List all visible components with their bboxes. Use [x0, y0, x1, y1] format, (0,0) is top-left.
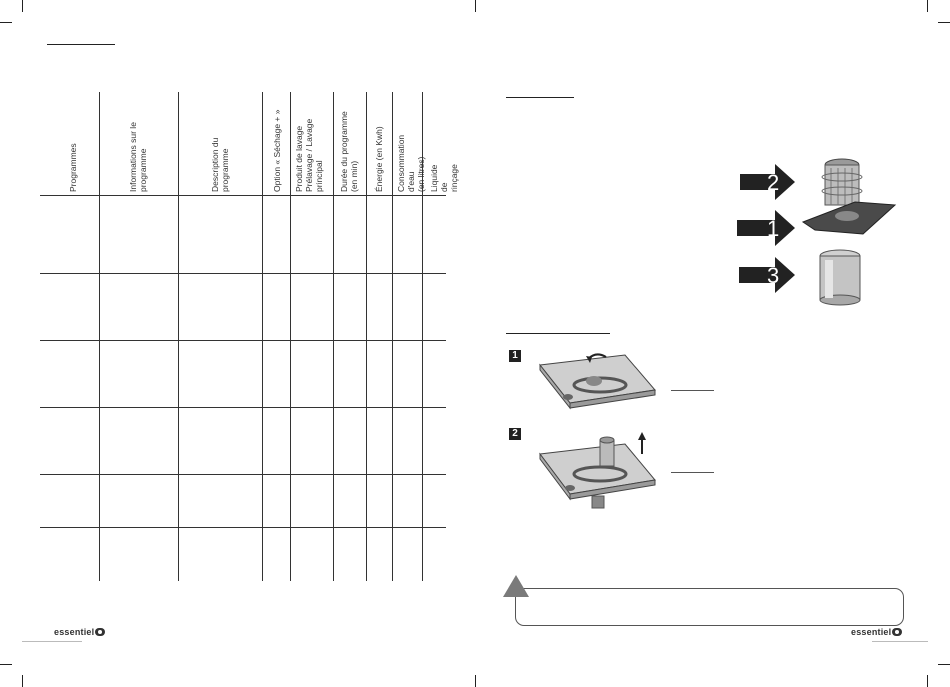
table-column-divider [333, 92, 334, 581]
brand-mark-icon [892, 628, 902, 636]
step-1-callout-line [671, 390, 714, 391]
crop-mark [475, 675, 476, 687]
fine-filter-icon [820, 250, 860, 305]
footer-line-left [22, 641, 82, 642]
right-heading-rule [506, 97, 574, 98]
step-2-badge: 2 [509, 428, 521, 440]
brand-logo-left [54, 627, 105, 637]
crop-mark [22, 0, 23, 12]
crop-mark [475, 0, 476, 12]
header-produit-lavage: Produit de lavage Prélavage / Lavage principal [294, 118, 324, 192]
step-2-illustration [530, 430, 665, 512]
programme-table [40, 92, 459, 581]
header-programmes: Programmes [68, 143, 78, 192]
arrow-label-3: 3 [767, 263, 780, 288]
crop-mark [938, 22, 950, 23]
header-consommation-eau: Consommation d'eau (en litres) [396, 134, 426, 192]
table-column-divider [178, 92, 179, 581]
table-row-divider [40, 407, 446, 408]
table-row-divider [40, 195, 446, 196]
table-row-divider [40, 340, 446, 341]
header-option-sechage: Option « Séchage + » [272, 109, 282, 192]
warning-box [515, 588, 904, 626]
crop-mark [938, 664, 950, 665]
arrow-label-1: 1 [767, 216, 780, 241]
arrow-label-2: 2 [767, 170, 780, 195]
brand-mark-icon [95, 628, 105, 636]
brand-logo-right [851, 627, 902, 637]
flat-filter-icon [803, 202, 895, 234]
table-row-divider [40, 527, 446, 528]
table-column-divider [392, 92, 393, 581]
table-row-divider [40, 273, 446, 274]
crop-mark [927, 675, 928, 687]
arrow-icon [737, 210, 795, 246]
right-subheading-rule [506, 333, 610, 334]
header-energie: Énergie (en Kwh) [374, 126, 384, 192]
table-column-divider [290, 92, 291, 581]
table-column-divider [99, 92, 100, 581]
warning-icon [502, 574, 530, 598]
header-description: Description du programme [210, 137, 230, 192]
crop-mark [927, 0, 928, 12]
crop-mark [0, 22, 12, 23]
brand-name: essentiel [54, 627, 95, 637]
header-informations: Informations sur le programme [128, 122, 148, 192]
table-row-divider [40, 474, 446, 475]
step-1-badge: 1 [509, 350, 521, 362]
footer-line-right [872, 641, 928, 642]
crop-mark [0, 664, 12, 665]
step-2-callout-line [671, 472, 714, 473]
coarse-filter-icon [822, 159, 862, 205]
brand-name: essentiel [851, 627, 892, 637]
table-column-divider [366, 92, 367, 581]
filter-parts-illustration [735, 150, 915, 310]
left-heading-rule [47, 44, 115, 45]
header-duree: Durée du programme (en min) [339, 111, 359, 192]
header-liquide-rincage: Liquide de rinçage [429, 164, 459, 192]
crop-mark [22, 675, 23, 687]
step-1-illustration [530, 345, 665, 415]
table-column-divider [262, 92, 263, 581]
